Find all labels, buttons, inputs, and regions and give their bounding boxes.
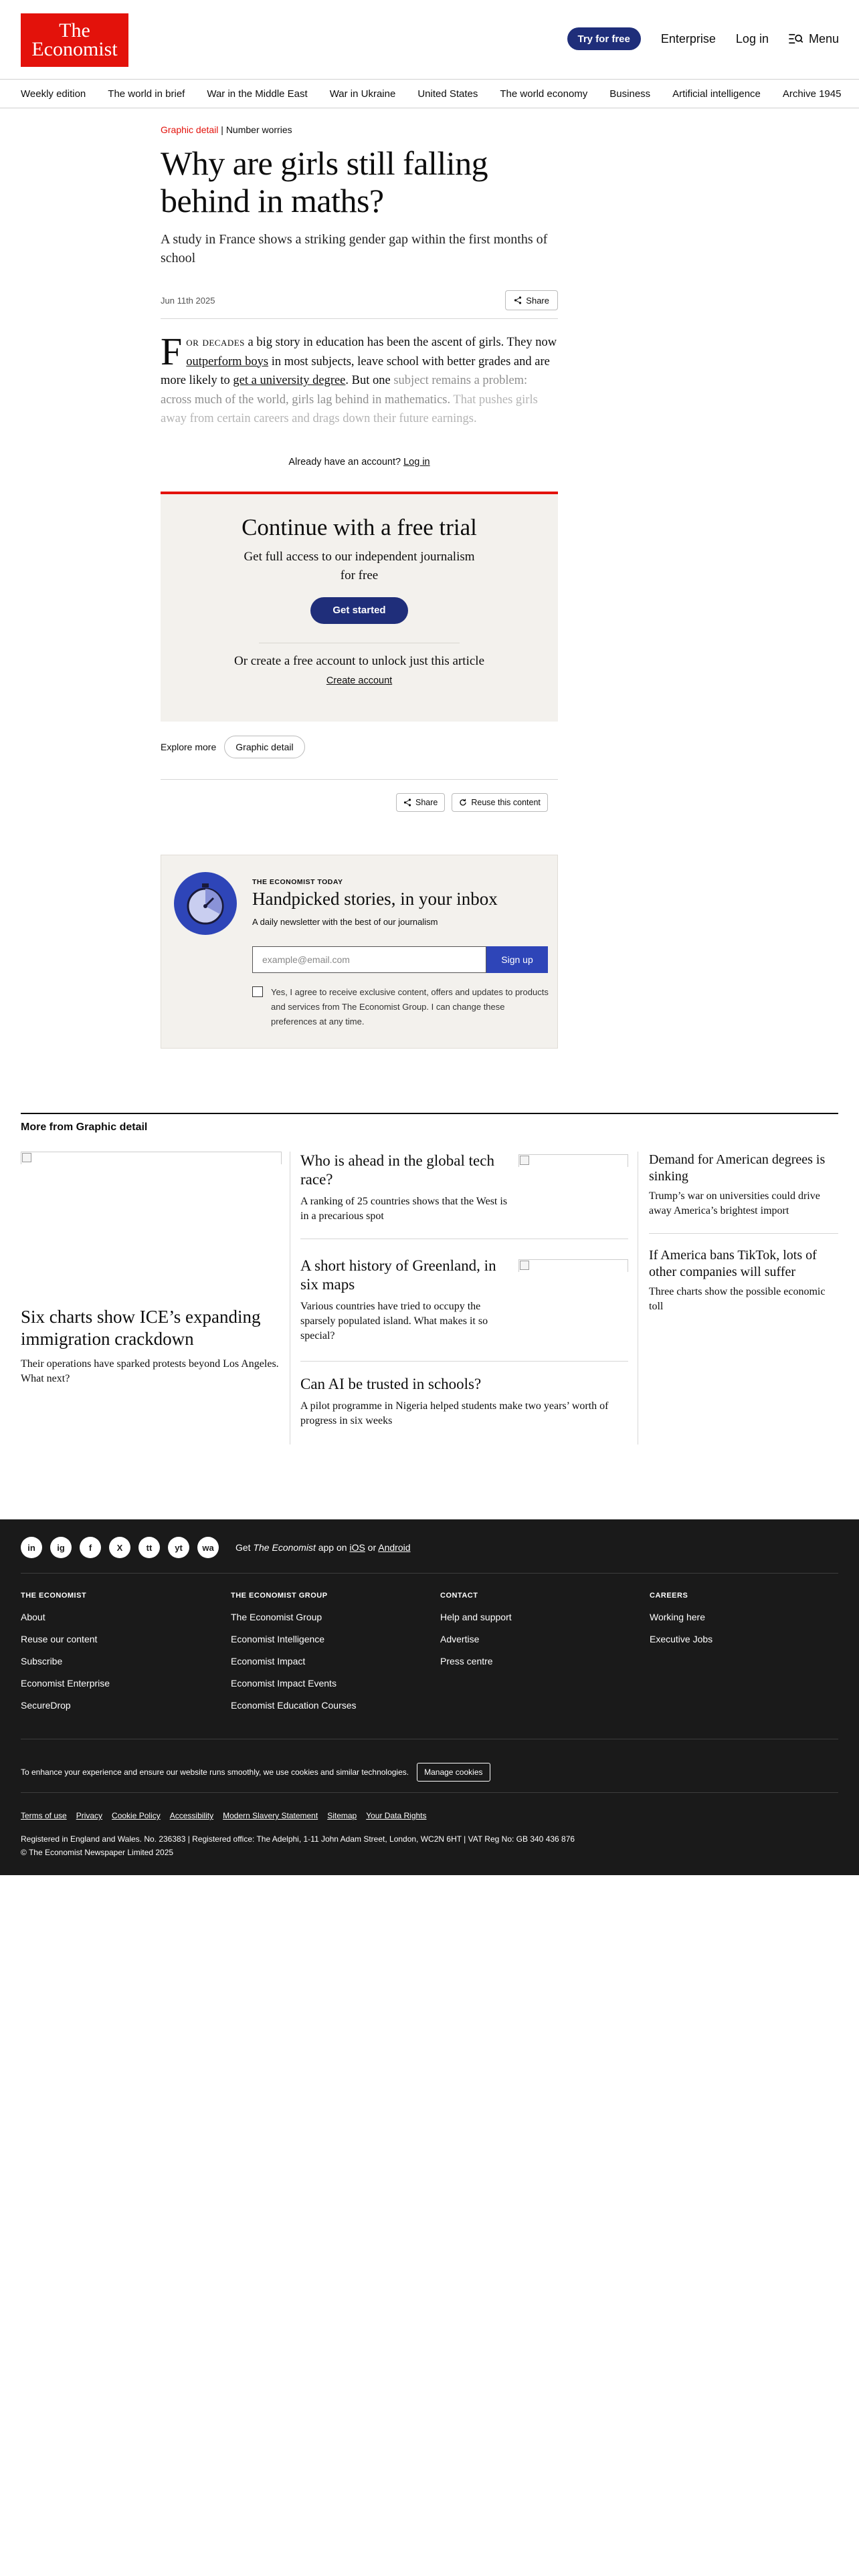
x-icon[interactable]: X (109, 1537, 130, 1558)
share-icon (514, 296, 522, 304)
article-body (161, 330, 558, 429)
footer-link[interactable]: Working here (650, 1612, 706, 1622)
paywall-text: Get full access to our independent journalism for free (244, 550, 475, 582)
story-summary: Three charts show the possible economic toll (649, 1286, 826, 1312)
social-links (21, 1537, 219, 1558)
footer-heading: THE ECONOMIST GROUP (231, 1592, 328, 1600)
article-meta (161, 124, 558, 526)
create-account-link[interactable]: Create account (326, 675, 393, 686)
section-link[interactable]: Graphic detail (161, 124, 219, 135)
paywall-panel (161, 492, 558, 722)
story-headline[interactable]: Who is ahead in the global tech race? (300, 1152, 494, 1188)
footer-link[interactable]: Advertise (440, 1634, 480, 1644)
email-input[interactable]: example@email.com (252, 946, 486, 973)
legal-link[interactable]: Sitemap (327, 1811, 357, 1820)
story-summary: A pilot programme in Nigeria helped students make two years’ worth of progress in six weeks (300, 1400, 609, 1426)
legal-link[interactable]: Modern Slavery Statement (223, 1811, 318, 1820)
legal-link[interactable]: Accessibility (169, 1811, 214, 1820)
body-text: in most subjects, leave school with better grades and are more likely to (161, 354, 550, 387)
footer-link[interactable]: The Economist Group (231, 1612, 322, 1622)
story-thumbnail[interactable] (518, 1154, 628, 1167)
footer-link[interactable]: Economist Intelligence (231, 1634, 325, 1644)
footer-link[interactable]: Economist Education Courses (231, 1700, 357, 1711)
story-headline[interactable]: Demand for American degrees is sinking (649, 1152, 826, 1184)
broken-image-icon (22, 1153, 31, 1162)
consent-text: Yes, I agree to receive exclusive content, offers and updates to products and services from The Economist Group. I can change these preferences at any time. (271, 987, 549, 1027)
footer-link[interactable]: Help and support (440, 1612, 512, 1622)
android-link[interactable]: Android (378, 1542, 411, 1553)
story-headline[interactable]: A short history of Greenland, in six maps (300, 1257, 496, 1293)
already-have-account (161, 457, 558, 467)
app-download (235, 1542, 411, 1553)
story-headline[interactable]: If America bans TikTok, lots of other companies will suffer (649, 1248, 817, 1279)
story-headline[interactable]: Can AI be trusted in schools? (300, 1376, 482, 1392)
nav-item[interactable]: United States (417, 88, 478, 100)
topic-chip[interactable]: Graphic detail (224, 736, 304, 758)
legal-links (21, 1811, 427, 1820)
footer-link[interactable]: Subscribe (21, 1656, 63, 1667)
consent-checkbox[interactable] (252, 986, 263, 997)
app-text: Get (235, 1542, 254, 1553)
footer-column-group (231, 1592, 357, 1722)
headline: Why are girls still falling behind in maths? (161, 144, 488, 219)
faded-body-text: That pushes girls away from certain careers and drags down their future earnings. (161, 393, 538, 425)
divider (21, 1792, 838, 1793)
manage-cookies-button[interactable]: Manage cookies (417, 1763, 490, 1782)
instagram-icon[interactable]: ig (50, 1537, 72, 1558)
university-degree-link[interactable]: get a university degree (233, 374, 346, 387)
footer-column-careers (650, 1592, 712, 1656)
share-button-bottom[interactable] (396, 793, 445, 812)
newsletter-title: Handpicked stories, in your inbox (252, 889, 498, 909)
footer-link[interactable]: Economist Impact Events (231, 1678, 337, 1689)
get-started-button[interactable]: Get started (310, 597, 408, 624)
footer-heading: CONTACT (440, 1592, 478, 1600)
nav-item[interactable]: Business (609, 88, 651, 100)
section-rule (21, 1113, 838, 1114)
app-text: or (365, 1542, 379, 1553)
footer-link[interactable]: Economist Enterprise (21, 1678, 110, 1689)
app-brand: The Economist (253, 1542, 316, 1553)
newsletter-kicker: THE ECONOMIST TODAY (252, 878, 343, 886)
broken-image-icon (520, 1261, 529, 1270)
outperform-boys-link[interactable]: outperform boys (186, 354, 269, 368)
already-login-link[interactable]: Log in (403, 457, 430, 467)
linkedin-icon[interactable]: in (21, 1537, 42, 1558)
lead-story[interactable] (21, 1152, 282, 1386)
broken-image-icon (520, 1156, 529, 1165)
top-navigation (0, 79, 859, 108)
reuse-label: Reuse this content (471, 798, 541, 807)
share-icon (403, 798, 411, 807)
nav-item[interactable]: War in Ukraine (329, 88, 396, 100)
tiktok-icon[interactable]: tt (138, 1537, 160, 1558)
flytitle: Number worries (225, 124, 292, 135)
logo-line-1: The (59, 19, 90, 41)
footer-link[interactable]: Press centre (440, 1656, 493, 1667)
menu-search-icon (789, 33, 803, 44)
nav-item[interactable]: The world economy (500, 88, 588, 100)
story-card[interactable] (300, 1257, 628, 1362)
dateline (161, 290, 558, 310)
footer-link[interactable]: Reuse our content (21, 1634, 98, 1644)
app-text: app on (315, 1542, 350, 1553)
nav-item[interactable]: The world in brief (108, 88, 185, 100)
divider (21, 1573, 838, 1574)
right-stories (649, 1152, 838, 1314)
footer-link[interactable]: Economist Impact (231, 1656, 306, 1667)
youtube-icon[interactable]: yt (168, 1537, 189, 1558)
nav-item[interactable]: War in the Middle East (207, 88, 308, 100)
footer-heading: THE ECONOMIST (21, 1592, 87, 1600)
legal-link[interactable]: Privacy (76, 1811, 103, 1820)
explore-more (161, 736, 305, 758)
menu-button[interactable] (789, 32, 839, 46)
paywall-title: Continue with a free trial (242, 514, 477, 540)
middle-stories (300, 1152, 628, 1428)
footer-link[interactable]: About (21, 1612, 45, 1622)
stopwatch-icon (173, 871, 237, 936)
ios-link[interactable]: iOS (349, 1542, 365, 1553)
copyright: © The Economist Newspaper Limited 2025 (21, 1848, 174, 1857)
standfirst: A study in France shows a striking gender gap within the first months of school (161, 232, 548, 265)
sign-up-button[interactable]: Sign up (486, 946, 548, 973)
nav-item[interactable]: Artificial intelligence (672, 88, 761, 100)
faded-body-text: subject remains a problem: across much of the world, girls lag behind in mathematics. (161, 374, 528, 407)
newsletter-subtitle: A daily newsletter with the best of our journalism (252, 917, 438, 927)
legal-link[interactable]: Terms of use (21, 1811, 67, 1820)
footer-column-contact (440, 1592, 512, 1678)
lead-story-headline[interactable]: Six charts show ICE’s expanding immigration crackdown (21, 1307, 261, 1349)
story-thumbnail[interactable] (518, 1259, 628, 1272)
story-summary: Various countries have tried to occupy the sparsely populated island. What makes it so special? (300, 1301, 488, 1341)
footer-heading: CAREERS (650, 1592, 688, 1600)
newsletter-signup (161, 855, 558, 1049)
legal-link[interactable]: Cookie Policy (112, 1811, 161, 1820)
header-actions (567, 27, 840, 51)
logo-line-2: Economist (31, 38, 118, 60)
footer-column-economist (21, 1592, 110, 1722)
explore-label: Explore more (161, 742, 217, 752)
share-row (396, 793, 548, 812)
legal-text (21, 1832, 575, 1859)
story-card[interactable] (649, 1152, 838, 1234)
share-label: Share (415, 798, 438, 807)
enterprise-link[interactable]: Enterprise (660, 31, 716, 45)
dropcap: F (161, 330, 183, 373)
nav-item[interactable]: Archive 1945 (782, 88, 842, 100)
share-button[interactable] (505, 290, 558, 310)
cookie-notice (21, 1763, 490, 1782)
footer-link[interactable]: SecureDrop (21, 1700, 71, 1711)
story-card[interactable] (649, 1247, 838, 1314)
lead-story-summary: Their operations have sparked protests beyond Los Angeles. What next? (21, 1358, 279, 1384)
site-footer (0, 1519, 859, 1875)
refresh-icon (459, 798, 467, 807)
body-text: . But one (345, 374, 394, 387)
rubric-separator: | (221, 124, 223, 135)
legal-link[interactable]: Your Data Rights (366, 1811, 427, 1820)
story-card[interactable] (300, 1375, 628, 1428)
login-link[interactable]: Log in (735, 31, 769, 45)
site-header (0, 0, 859, 80)
divider (161, 318, 558, 319)
share-label: Share (526, 295, 549, 306)
whatsapp-icon[interactable]: wa (197, 1537, 219, 1558)
facebook-icon[interactable]: f (80, 1537, 101, 1558)
lead-story-image[interactable] (21, 1152, 282, 1164)
footer-link[interactable]: Executive Jobs (650, 1634, 713, 1644)
body-text: a big story in education has been the ascent of girls. They now (244, 336, 557, 349)
small-caps-lead: or decades (186, 336, 245, 349)
reuse-content-button[interactable] (452, 793, 548, 812)
story-summary: Trump’s war on universities could drive away America’s brightest import (649, 1190, 820, 1216)
menu-label: Menu (808, 31, 839, 45)
story-card[interactable] (300, 1152, 628, 1239)
economist-logo[interactable] (21, 13, 128, 67)
divider (161, 779, 558, 780)
publish-date: Jun 11th 2025 (161, 295, 215, 306)
already-text: Already have an account? (288, 457, 401, 467)
cookie-text: To enhance your experience and ensure our website runs smoothly, we use cookies and similar technologies. (21, 1767, 409, 1777)
story-summary: A ranking of 25 countries shows that the West is in a precarious spot (300, 1196, 508, 1222)
nav-item[interactable]: Weekly edition (21, 88, 86, 100)
free-account-text: Or create a free account to unlock just this article (233, 654, 485, 668)
more-from-title: More from Graphic detail (21, 1121, 148, 1133)
registered-office: Registered in England and Wales. No. 236383 | Registered office: The Adelphi, 1-11 John Adam Street, London, WC2N 6HT | VAT Reg No: GB 340 436 876 (21, 1834, 575, 1844)
try-for-free-button[interactable]: Try for free (567, 27, 641, 50)
